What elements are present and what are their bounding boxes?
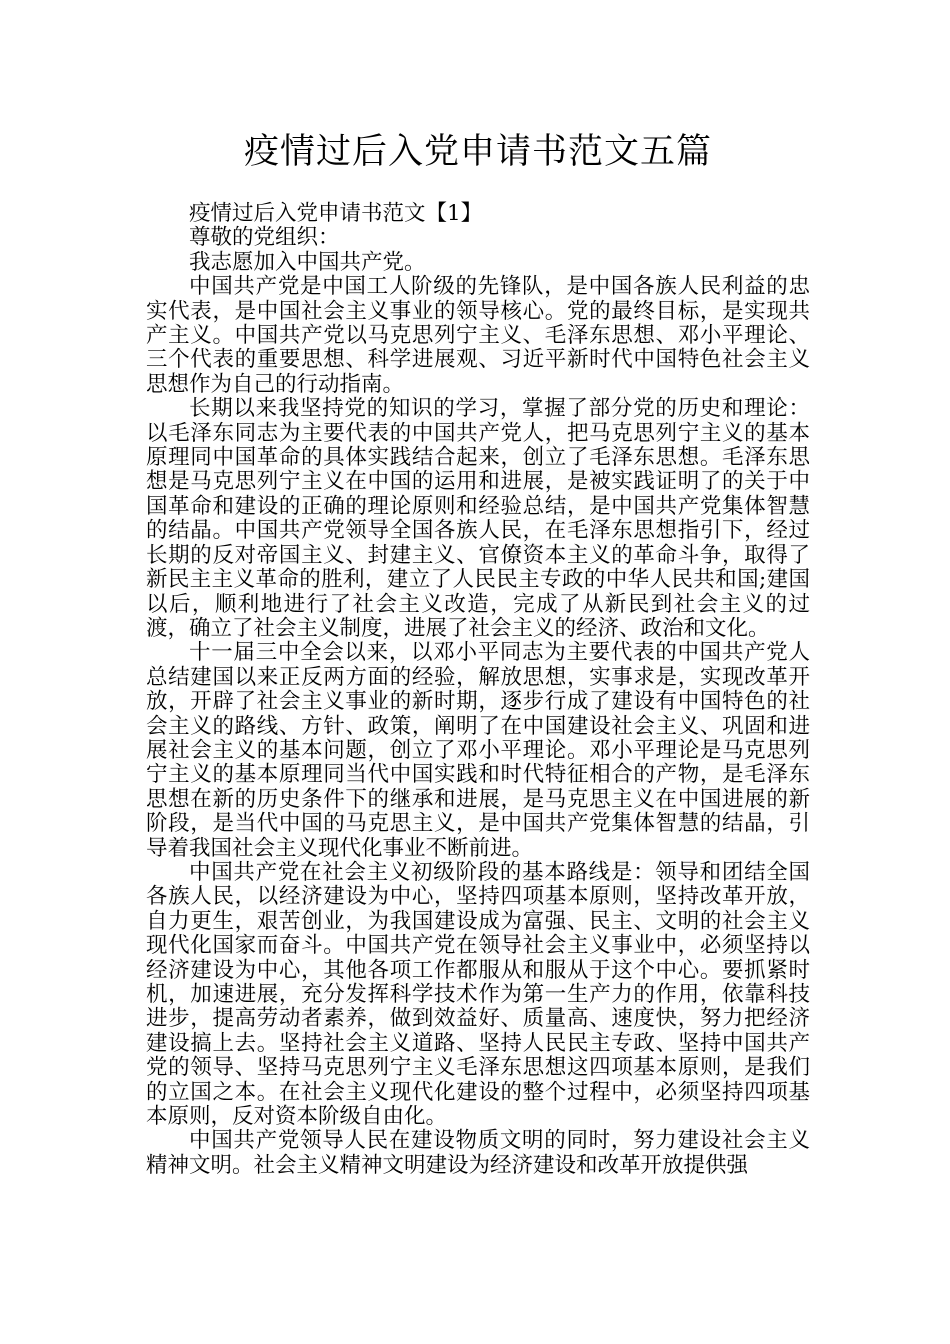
body-paragraph: 十一届三中全会以来，以邓小平同志为主要代表的中国共产党人总结建国以来正反两方面的经验，解放思想，实事求是，实现改革开放，开辟了社会主义事业的新时期，逐步行成了建设有中国特色的社会主义的路线、方针、政策，阐明了在中国建设社会主义、巩固和进展社会主义的基本问题，创立了邓小平理论。邓小平理论是马克思列宁主义的基本原理同当代中国实践和时代特征相合的产物，是毛泽东思想在新的历史条件下的继承和进展，是马克思主义在中国进展的新阶段，是当代中国的马克思主义，是中国共产党集体智慧的结晶，引导着我国社会主义现代化事业不断前进。 xyxy=(146,640,810,861)
body-paragraph: 中国共产党领导人民在建设物质文明的同时，努力建设社会主义精神文明。社会主义精神文明建设为经济建设和改革开放提供强 xyxy=(146,1128,810,1178)
document-title: 疫情过后入党申请书范文五篇 xyxy=(243,132,712,172)
body-paragraph: 我志愿加入中国共产党。 xyxy=(189,249,426,275)
body-paragraph: 长期以来我坚持党的知识的学习，掌握了部分党的历史和理论：以毛泽东同志为主要代表的中国共产党人，把马克思列宁主义的基本原理同中国革命的具体实践结合起来，创立了毛泽东思想。毛泽东思想是马克思列宁主义在中国的运用和进展，是被实践证明了的关于中国革命和建设的正确的理论原则和经验总结，是中国共产党集体智慧的结晶。中国共产党领导全国各族人民，在毛泽东思想指引下，经过长期的反对帝国主义、封建主义、官僚资本主义的革命斗争，取得了新民主主义革命的胜利，建立了人民民主专政的中华人民共和国;建国以后，顺利地进行了社会主义改造，完成了从新民到社会主义的过渡，确立了社会主义制度，进展了社会主义的经济、政治和文化。 xyxy=(146,396,810,641)
document-body xyxy=(146,202,810,1178)
body-paragraph: 中国共产党在社会主义初级阶段的基本路线是：领导和团结全国各族人民，以经济建设为中心，坚持四项基本原则，坚持改革开放，自力更生，艰苦创业，为我国建设成为富强、民主、文明的社会主义现代化国家而奋斗。中国共产党在领导社会主义事业中，必须坚持以经济建设为中心，其他各项工作都服从和服从于这个中心。要抓紧时机，加速进展，充分发挥科学技术作为第一生产力的作用，依靠科技进步，提高劳动者素养，做到效益好、质量高、速度快，努力把经济建设搞上去。坚持社会主义道路、坚持人民民主专政、坚持中国共产党的领导、坚持马克思列宁主义毛泽东思想这四项基本原则，是我们的立国之本。在社会主义现代化建设的整个过程中，必须坚持四项基本原则，反对资本阶级自由化。 xyxy=(146,859,810,1130)
body-paragraph: 中国共产党是中国工人阶级的先锋队，是中国各族人民利益的忠实代表，是中国社会主义事业的领导核心。党的最终目标，是实现共产主义。中国共产党以马克思列宁主义、毛泽东思想、邓小平理论、三个代表的重要思想、科学进展观、习近平新时代中国特色社会主义思想作为自己的行动指南。 xyxy=(146,274,810,397)
section-heading: 疫情过后入党申请书范文【1】 xyxy=(189,201,483,226)
salutation: 尊敬的党组织： xyxy=(189,225,340,251)
